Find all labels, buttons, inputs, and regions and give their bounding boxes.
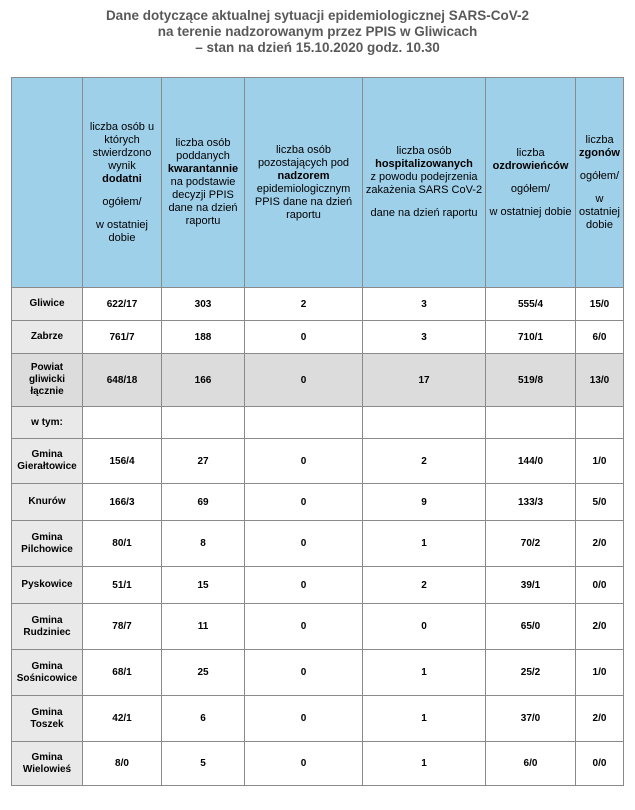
header-hospital: liczba osób hospitalizowanych z powodu podejrzenia zakażenia SARS CoV-2 dane na dzień raportu <box>363 78 486 288</box>
cell-deaths: 0/0 <box>576 567 624 604</box>
data-table-wrapper <box>11 77 624 786</box>
table-row <box>12 321 624 354</box>
cell-deaths: 5/0 <box>576 484 624 521</box>
cell-supervision: 0 <box>245 521 363 567</box>
cell-recovered: 144/0 <box>486 439 576 484</box>
cell-supervision: 0 <box>245 742 363 786</box>
cell-hospital: 3 <box>363 288 486 321</box>
cell-quarantine: 69 <box>162 484 245 521</box>
cell-hospital: 0 <box>363 604 486 650</box>
cell-recovered: 555/4 <box>486 288 576 321</box>
row-name: Gliwice <box>12 288 83 321</box>
cell-quarantine: 166 <box>162 354 245 407</box>
cell-quarantine: 6 <box>162 696 245 742</box>
table-row <box>12 696 624 742</box>
page-title <box>0 8 635 56</box>
title-line-1: Dane dotyczące aktualnej sytuacji epidemiologicznej SARS-CoV-2 <box>105 8 530 23</box>
cell-positive: 166/3 <box>83 484 162 521</box>
row-name: Gmina Gierałtowice <box>12 439 83 484</box>
cell-quarantine <box>162 407 245 439</box>
cell-hospital: 17 <box>363 354 486 407</box>
cell-hospital: 2 <box>363 439 486 484</box>
table-row <box>12 521 624 567</box>
cell-hospital: 3 <box>363 321 486 354</box>
cell-supervision: 0 <box>245 567 363 604</box>
cell-hospital: 1 <box>363 696 486 742</box>
header-supervision: liczba osób pozostających pod nadzorem epidemiologicznym PPIS dane na dzień raportu <box>245 78 363 288</box>
cell-supervision <box>245 407 363 439</box>
row-name: Powiat gliwicki łącznie <box>12 354 83 407</box>
row-name: Zabrze <box>12 321 83 354</box>
cell-deaths: 1/0 <box>576 650 624 696</box>
cell-recovered: 37/0 <box>486 696 576 742</box>
table-row <box>12 354 624 407</box>
cell-supervision: 2 <box>245 288 363 321</box>
row-name: Gmina Rudziniec <box>12 604 83 650</box>
row-name: Knurów <box>12 484 83 521</box>
cell-positive: 42/1 <box>83 696 162 742</box>
cell-quarantine: 27 <box>162 439 245 484</box>
cell-deaths: 1/0 <box>576 439 624 484</box>
title-line-3: – stan na dzień 15.10.2020 godz. 10.30 <box>195 40 440 55</box>
cell-positive: 80/1 <box>83 521 162 567</box>
header-deaths: liczba zgonów ogółem/ w ostatniej dobie <box>576 78 624 288</box>
row-name: Gmina Pilchowice <box>12 521 83 567</box>
row-name: Gmina Sośnicowice <box>12 650 83 696</box>
cell-supervision: 0 <box>245 604 363 650</box>
cell-positive: 51/1 <box>83 567 162 604</box>
cell-hospital: 1 <box>363 521 486 567</box>
cell-recovered: 65/0 <box>486 604 576 650</box>
cell-recovered: 6/0 <box>486 742 576 786</box>
cell-hospital: 2 <box>363 567 486 604</box>
cell-positive: 78/7 <box>83 604 162 650</box>
cell-hospital: 1 <box>363 650 486 696</box>
table-row <box>12 439 624 484</box>
cell-supervision: 0 <box>245 696 363 742</box>
cell-recovered: 133/3 <box>486 484 576 521</box>
header-empty-cell <box>12 78 83 288</box>
table-row <box>12 288 624 321</box>
cell-deaths: 2/0 <box>576 604 624 650</box>
row-name: Gmina Wielowieś <box>12 742 83 786</box>
cell-recovered: 70/2 <box>486 521 576 567</box>
cell-quarantine: 15 <box>162 567 245 604</box>
cell-recovered: 710/1 <box>486 321 576 354</box>
cell-deaths: 15/0 <box>576 288 624 321</box>
header-quarantine: liczba osób poddanych kwarantannie na podstawie decyzji PPIS dane na dzień raportu <box>162 78 245 288</box>
cell-recovered: 39/1 <box>486 567 576 604</box>
cell-supervision: 0 <box>245 354 363 407</box>
cell-quarantine: 25 <box>162 650 245 696</box>
table-row <box>12 604 624 650</box>
cell-positive: 156/4 <box>83 439 162 484</box>
cell-positive <box>83 407 162 439</box>
cell-deaths: 0/0 <box>576 742 624 786</box>
cell-deaths: 2/0 <box>576 521 624 567</box>
header-row <box>12 78 624 288</box>
cell-quarantine: 11 <box>162 604 245 650</box>
cell-quarantine: 303 <box>162 288 245 321</box>
row-name: Pyskowice <box>12 567 83 604</box>
cell-supervision: 0 <box>245 484 363 521</box>
table-row <box>12 650 624 696</box>
row-name: Gmina Toszek <box>12 696 83 742</box>
cell-hospital <box>363 407 486 439</box>
header-positive: liczba osób u których stwierdzono wynik dodatni ogółem/ w ostatniej dobie <box>83 78 162 288</box>
table-row <box>12 742 624 786</box>
cell-recovered: 519/8 <box>486 354 576 407</box>
cell-quarantine: 8 <box>162 521 245 567</box>
title-line-2: na terenie nadzorowanym przez PPIS w Gliwicach <box>157 24 478 39</box>
cell-deaths: 2/0 <box>576 696 624 742</box>
cell-positive: 648/18 <box>83 354 162 407</box>
cell-supervision: 0 <box>245 439 363 484</box>
row-name: w tym: <box>12 407 83 439</box>
cell-recovered: 25/2 <box>486 650 576 696</box>
cell-supervision: 0 <box>245 321 363 354</box>
cell-supervision: 0 <box>245 650 363 696</box>
table-row <box>12 407 624 439</box>
cell-deaths <box>576 407 624 439</box>
cell-hospital: 1 <box>363 742 486 786</box>
cell-positive: 761/7 <box>83 321 162 354</box>
cell-positive: 68/1 <box>83 650 162 696</box>
cell-positive: 8/0 <box>83 742 162 786</box>
cell-recovered <box>486 407 576 439</box>
cell-hospital: 9 <box>363 484 486 521</box>
cell-quarantine: 188 <box>162 321 245 354</box>
cell-positive: 622/17 <box>83 288 162 321</box>
cell-deaths: 13/0 <box>576 354 624 407</box>
table-row <box>12 567 624 604</box>
cell-deaths: 6/0 <box>576 321 624 354</box>
header-recovered: liczba ozdrowieńców ogółem/ w ostatniej dobie <box>486 78 576 288</box>
data-table <box>11 77 624 786</box>
cell-quarantine: 5 <box>162 742 245 786</box>
table-row <box>12 484 624 521</box>
